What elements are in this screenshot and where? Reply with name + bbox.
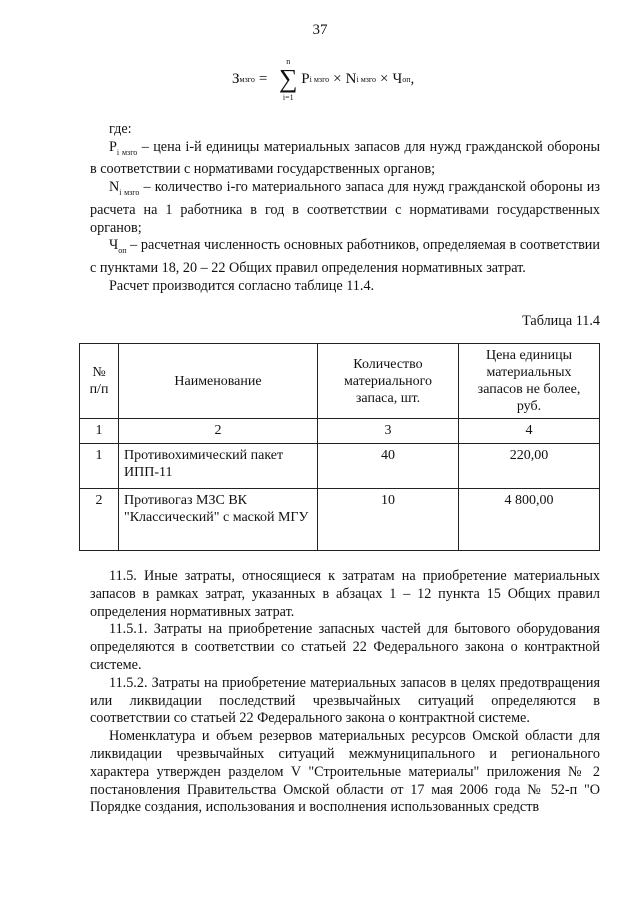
- definition-ch: $Ч_{оп}$ – расчетная численность основных работников, определяемая в соответствии с пунктами 18, 20 – 22 Общих правил определения нормативных затрат.: [90, 237, 600, 277]
- colnum-3: 3: [318, 419, 459, 444]
- formula-times-1: ×: [333, 70, 342, 87]
- header-num: № п/п: [80, 344, 119, 419]
- header-price: Цена единицы материальных запасов не более, руб.: [459, 344, 600, 419]
- formula-lhs: З: [232, 70, 240, 87]
- formula-ch: Ч: [392, 70, 403, 87]
- cost-formula: [232, 57, 415, 102]
- table-caption: Таблица 11.4: [522, 313, 600, 329]
- page-number: 37: [312, 22, 328, 38]
- table-column-numbers: [80, 419, 600, 444]
- paragraph-11-5-1: 11.5.1. Затраты на приобретение запасных частей для бытового оборудования определяются в соответствии со статьей 22 Федерального закона о контрактной системе.: [90, 621, 600, 673]
- sum-lower-limit: i=1: [282, 93, 294, 102]
- formula-lhs-sub: мзго: [239, 74, 255, 84]
- formula-n: N: [345, 70, 357, 87]
- row-price: 4 800,00: [459, 489, 600, 551]
- formula-end: ,: [410, 70, 415, 87]
- colnum-2: 2: [119, 419, 318, 444]
- paragraph-nomenclature: Номенклатура и объем резервов материальных ресурсов Омской области для ликвидации чрезвычайных ситуаций межмуниципального и регионального характера утвержден разделом V "Строительные материалы" приложения № 2 постановления Правительства Омской области от 17 мая 2006 года № 52-п "О Порядке создания, использования и восполнения использованных средств: [90, 728, 600, 816]
- table-row: [80, 489, 600, 551]
- header-name: Наименование: [119, 344, 318, 419]
- sum-upper-limit: n: [286, 57, 291, 66]
- formula-equals: =: [258, 70, 268, 87]
- body-text: [90, 568, 600, 817]
- formula-times-2: ×: [380, 70, 389, 87]
- header-qty: Количество материального запаса, шт.: [318, 344, 459, 419]
- row-price: 220,00: [459, 444, 600, 489]
- formula-p-sub: i мзго: [309, 74, 330, 84]
- formula-p: P: [301, 70, 310, 87]
- row-qty: 40: [318, 444, 459, 489]
- row-num: 1: [80, 444, 119, 489]
- paragraph-11-5-2: 11.5.2. Затраты на приобретение материальных запасов в целях предотвращения или ликвидации последствий чрезвычайных ситуаций определяются в соответствии со статьей 22 Федерального закона о контрактной системе.: [90, 674, 600, 727]
- sum-sign: n ∑ i=1: [279, 57, 298, 102]
- definition-n: $N_{i мзго}$ – количество i-го материального запаса для нужд гражданской обороны из расчета на 1 работника в год в соответствии с нормативами государственных органов;: [90, 179, 601, 236]
- table-header-row: [80, 344, 600, 419]
- definition-p: $P_{i мзго}$ – цена i-й единицы материальных запасов для нужд гражданской обороны в соответствии с нормативами государственных органов;: [90, 138, 600, 178]
- colnum-4: 4: [459, 419, 600, 444]
- calculation-note: Расчет производится согласно таблице 11.4.: [109, 277, 375, 294]
- formula-ch-sub: оп: [402, 74, 411, 84]
- row-num: 2: [80, 489, 119, 551]
- colnum-1: 1: [80, 419, 119, 444]
- materials-table: [79, 343, 600, 551]
- paragraph-11-5: 11.5. Иные затраты, относящиеся к затратам на приобретение материальных запасов в рамках затрат, указанных в абзацах 1 – 12 пункта 15 Общих правил определения нормативных затрат.: [90, 568, 600, 620]
- row-name: Противохимический пакет ИПП-11: [119, 444, 318, 489]
- where-label: где:: [109, 121, 132, 137]
- definitions-block: [90, 121, 600, 296]
- formula-n-sub: i мзго: [356, 74, 377, 84]
- row-qty: 10: [318, 489, 459, 551]
- table-row: [80, 444, 600, 489]
- row-name: Противогаз МЗС ВК "Классический" с маской МГУ: [119, 489, 318, 551]
